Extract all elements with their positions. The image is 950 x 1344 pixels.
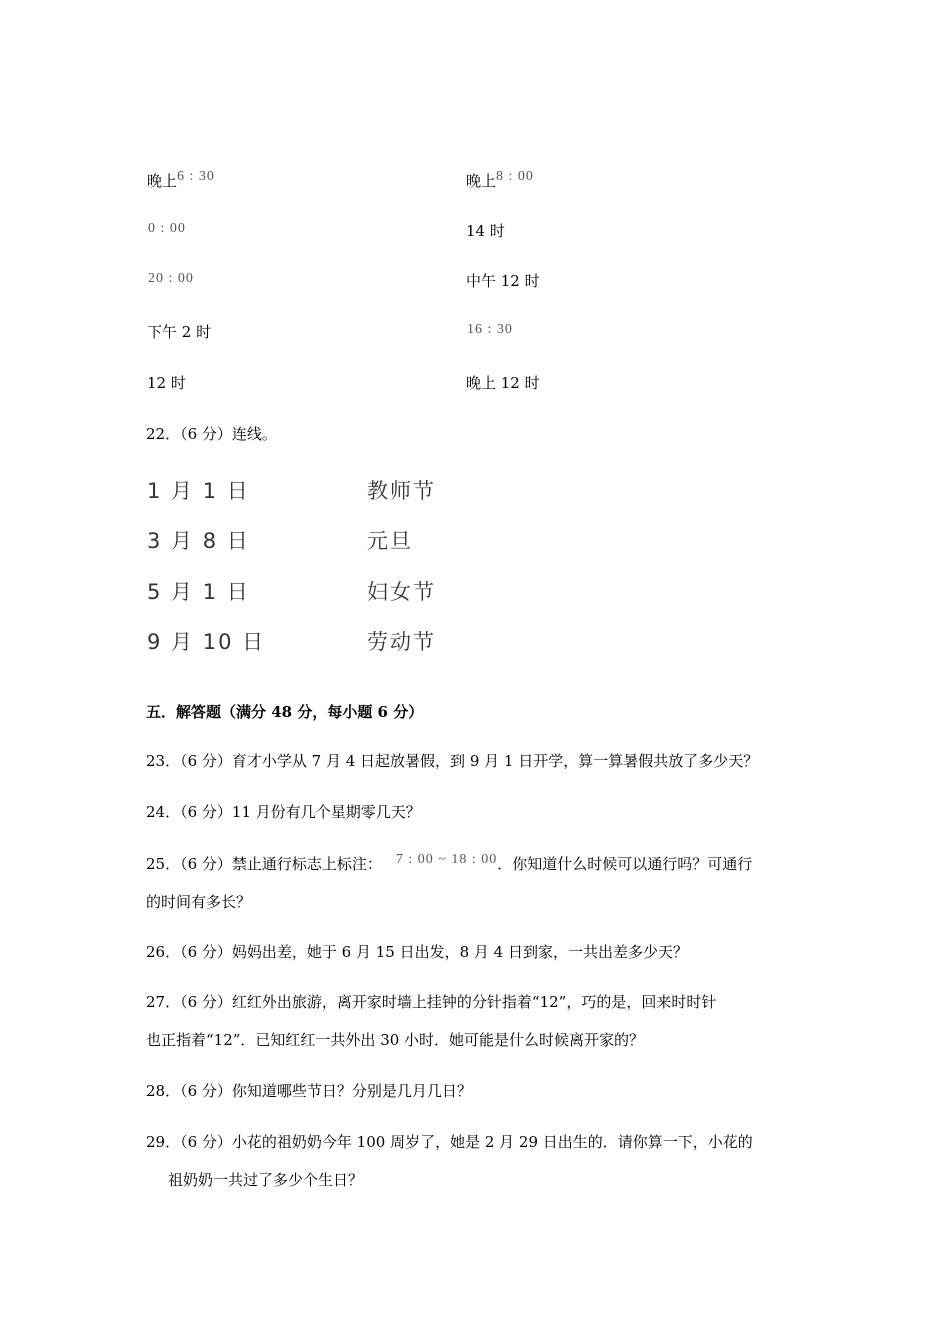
question-28: 28．（6 分）你知道哪些节日？分别是几月几日？ <box>146 1082 472 1100</box>
question-25-line1 <box>146 854 752 876</box>
match-festival-3: 妇女节 <box>367 580 436 604</box>
match-festival-1: 教师节 <box>367 479 436 503</box>
time-value: 8 : 00 <box>496 169 534 184</box>
question-29-line1: 29．（6 分）小花的祖奶奶今年 100 周岁了，她是 2 月 29 日出生的．请你算一下，小花的 <box>146 1133 753 1151</box>
time-left-4: 下午 2 时 <box>147 323 212 341</box>
question-25-text-b: ．你知道什么时候可以通行吗？可通行 <box>497 855 753 873</box>
question-25-text-a: 25．（6 分）禁止通行标志上标注： <box>146 855 382 873</box>
match-festival-2: 元旦 <box>367 529 413 553</box>
time-left-1 <box>147 171 215 193</box>
time-right-4: 16 : 30 <box>467 322 513 337</box>
time-prefix: 晚上 <box>466 172 497 190</box>
time-right-5: 晚上 12 时 <box>466 374 540 392</box>
question-25-time: 7 : 00 ~ 18 : 00 <box>395 852 498 867</box>
match-date-1: 1 月 1 日 <box>147 479 250 503</box>
question-29-line2: 祖奶奶一共过了多少个生日？ <box>168 1171 364 1189</box>
match-date-4: 9 月 10 日 <box>147 630 266 654</box>
section-5-title: 五．解答题（满分 48 分，每小题 6 分） <box>146 703 424 721</box>
time-value: 6 : 30 <box>177 169 215 184</box>
time-left-5: 12 时 <box>147 374 186 392</box>
match-festival-4: 劳动节 <box>367 630 436 654</box>
match-date-3: 5 月 1 日 <box>147 580 250 604</box>
time-right-3: 中午 12 时 <box>466 272 540 290</box>
question-23: 23．（6 分）育才小学从 7 月 4 日起放暑假，到 9 月 1 日开学，算一算暑假共放了多少天？ <box>146 752 759 770</box>
time-left-3: 20 : 00 <box>148 271 194 286</box>
question-27-line1: 27．（6 分）红红外出旅游，离开家时墙上挂钟的分针指着“12”，巧的是，回来时时针 <box>146 993 717 1011</box>
question-26: 26．（6 分）妈妈出差，她于 6 月 15 日出发，8 月 4 日到家，一共出差多少天？ <box>146 943 688 961</box>
time-left-2: 0 : 00 <box>148 221 186 236</box>
question-22-label: 22．（6 分）连线。 <box>146 425 277 443</box>
time-prefix: 晚上 <box>147 172 178 190</box>
time-right-2: 14 时 <box>466 222 505 240</box>
time-right-1 <box>466 171 534 193</box>
match-date-2: 3 月 8 日 <box>147 529 250 553</box>
question-24: 24．（6 分）11 月份有几个星期零几天？ <box>146 803 421 821</box>
question-25-line2: 的时间有多长？ <box>146 893 252 911</box>
question-27-line2: 也正指着“12”．已知红红一共外出 30 小时．她可能是什么时候离开家的？ <box>146 1031 645 1049</box>
